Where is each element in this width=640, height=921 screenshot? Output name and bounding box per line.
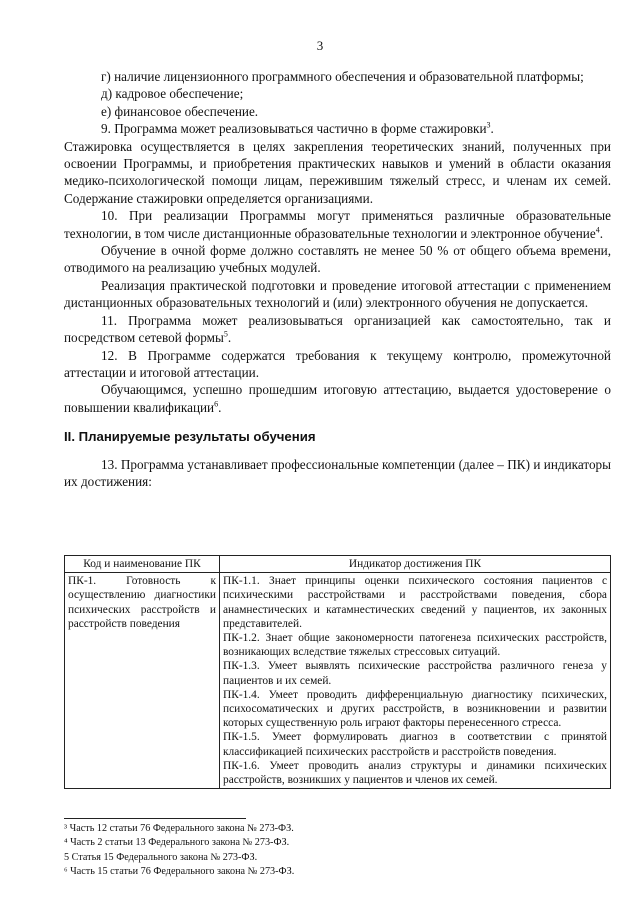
paragraph: Обучение в очной форме должно составлять не менее 50 % от общего объема времени, отводимого на реализацию учебных модулей. — [64, 243, 611, 276]
footnotes — [64, 818, 611, 880]
paragraph: д) кадровое обеспечение; — [101, 86, 244, 102]
page-number: 3 — [316, 38, 324, 53]
indicator-item: ПК-1.3. Умеет выявлять психические расстройства различного генеза у пациентов и их семей. — [223, 660, 607, 687]
paragraph: 9. Программа может реализовываться частично в форме стажировки$^3$. — [101, 120, 494, 137]
paragraph: Обучающимся, успешно прошедшим итоговую аттестацию, выдается удостоверение о повышении квалификации$^6$. — [64, 382, 611, 415]
footnote-ref: 5 — [223, 329, 228, 339]
table-row — [65, 573, 611, 789]
indicator-item: ПК-1.2. Знает общие закономерности патогенеза психических расстройств, возникающих вследствие тяжелых стрессовых ситуаций. — [223, 632, 607, 659]
footnote: ⁶ Часть 15 статьи 76 Федерального закона № 273-ФЗ. — [64, 866, 295, 878]
competency-cell: ПК-1. Готовность к осуществлению диагностики психических расстройств и расстройств поведения — [65, 573, 220, 789]
paragraph: 10. При реализации Программы могут применяться различные образовательные технологии, в том числе дистанционные образовательные технологии и электронное обучение$^4$. — [64, 208, 611, 241]
table-header-row — [65, 556, 611, 573]
competency-table — [64, 555, 611, 789]
footnote: ⁴ Часть 2 статьи 13 Федерального закона № 273-ФЗ. — [64, 837, 290, 849]
body-text — [64, 68, 611, 490]
indicator-item: ПК-1.4. Умеет проводить дифференциальную диагностику психических, психосоматических и других расстройств, в возникновении и развитии которых существенную роль играют факторы перенесенного стресса. — [223, 688, 607, 730]
section-heading: II. Планируемые результаты обучения — [64, 429, 316, 445]
paragraph: 12. В Программе содержатся требования к текущему контролю, промежуточной аттестации и итоговой аттестации. — [64, 347, 611, 380]
table-header-code: Код и наименование ПК — [65, 556, 220, 573]
paragraph: Стажировка осуществляется в целях закрепления теоретических знаний, полученных при освоении Программы, и приобретения практических навыков и умений в области оказания медико-психологической помощи лицам, пережившим тяжелый стресс, и членам их семей. Содержание стажировки определяется организациями. — [64, 138, 611, 206]
footnote-separator — [64, 818, 246, 819]
footnote-ref: 4 — [595, 225, 600, 235]
indicator-item: ПК-1.5. Умеет формулировать диагноз в соответствии с принятой классификацией психических расстройств и расстройств поведения. — [223, 731, 607, 758]
table-header-indicator: Индикатор достижения ПК — [220, 556, 611, 573]
footnote-ref: 6 — [214, 399, 219, 409]
footnote-ref: 3 — [486, 120, 491, 130]
paragraph: Реализация практической подготовки и проведение итоговой аттестации с применением дистанционных образовательных технологий и (или) электронного обучения не допускается. — [64, 277, 611, 311]
footnote: ³ Часть 12 статьи 76 Федерального закона № 273-ФЗ. — [64, 823, 294, 834]
indicator-item: ПК-1.1. Знает принципы оценки психического состояния пациентов с психическими расстройствами и расстройствами поведения, сбора анамнестических и катамнестических сведений у пациентов, их законных представителей. — [223, 575, 607, 630]
paragraph: г) наличие лицензионного программного обеспечения и образовательной платформы; — [101, 69, 584, 84]
indicator-item: ПК-1.6. Умеет проводить анализ структуры и динамики психических расстройств, возникших у пациентов и членов их семей. — [223, 759, 607, 787]
indicator-cell — [220, 573, 611, 789]
footnote: 5 Статья 15 Федерального закона № 273-ФЗ. — [64, 851, 258, 863]
paragraph: е) финансовое обеспечение. — [101, 103, 259, 119]
paragraph: 11. Программа может реализовываться организацией как самостоятельно, так и посредством сетевой формы$^5$. — [64, 312, 611, 346]
paragraph: 13. Программа устанавливает профессиональные компетенции (далее – ПК) и индикаторы их достижения: — [64, 456, 611, 489]
